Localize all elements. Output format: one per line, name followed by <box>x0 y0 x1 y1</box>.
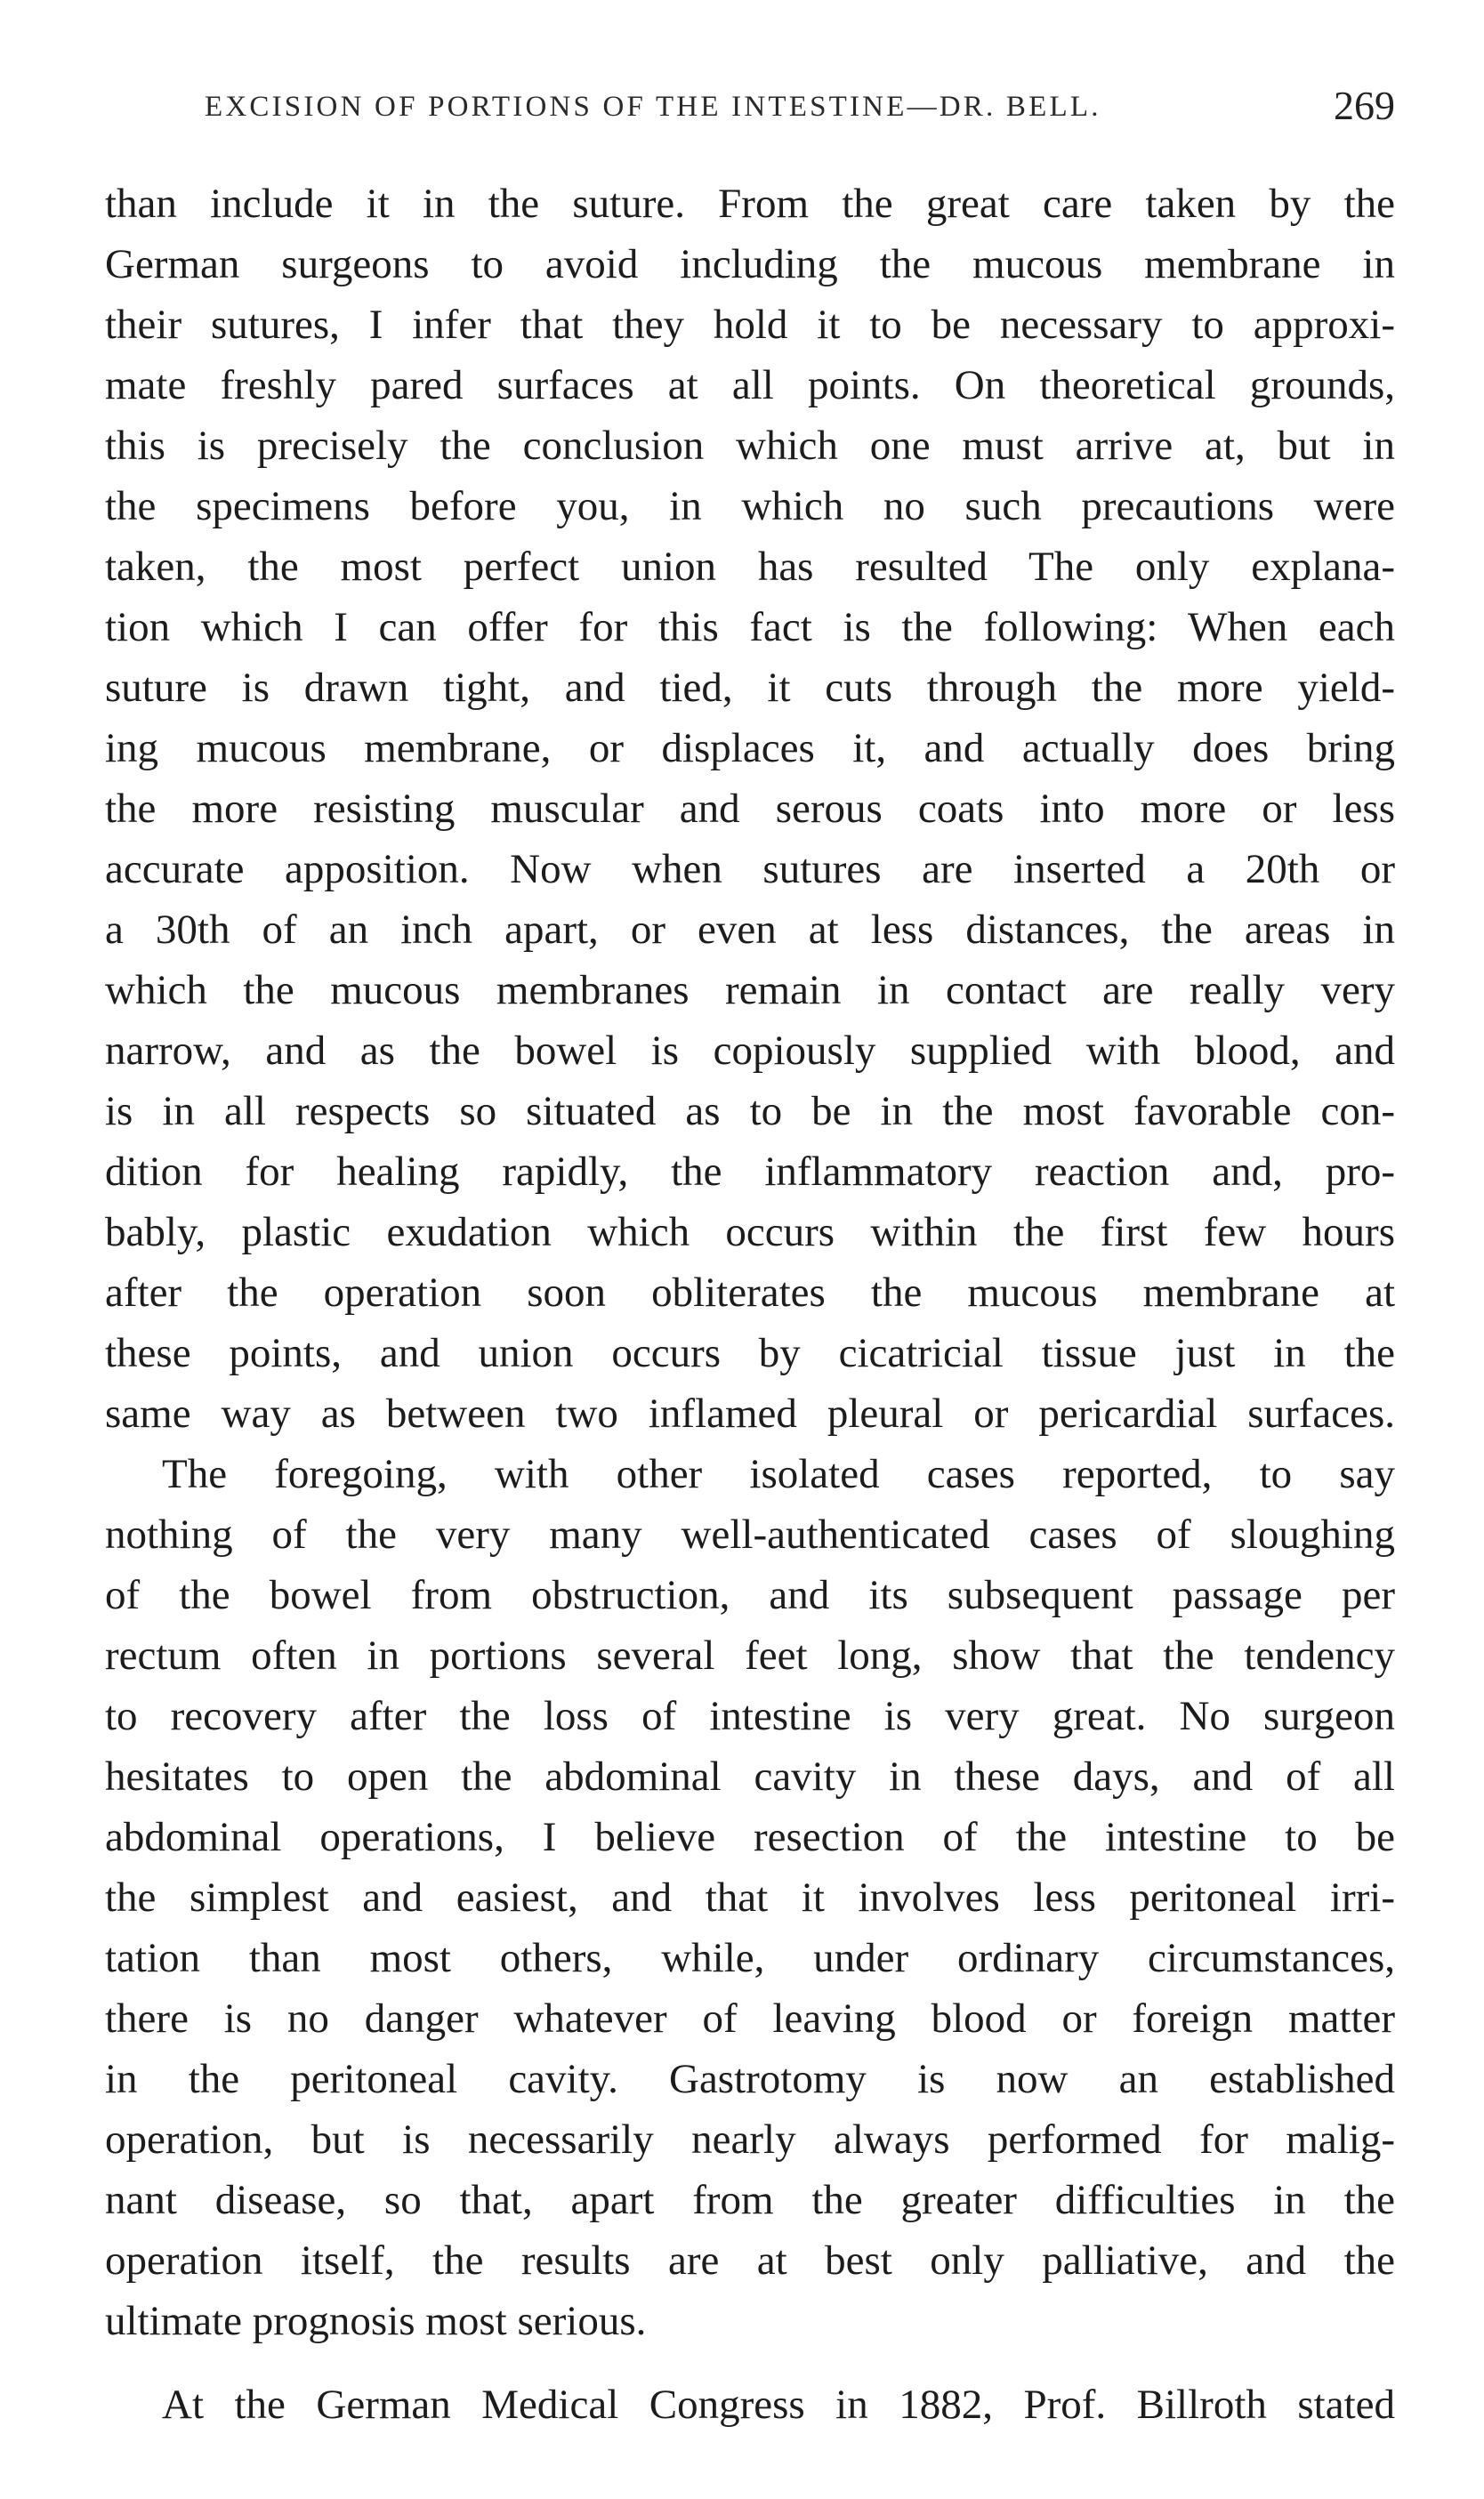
text-line: in the peritoneal cavity. Gastrotomy is now an established <box>105 2056 1395 2102</box>
text-line: which the mucous membranes remain in contact are really very <box>105 967 1395 1013</box>
text-line: bably, plastic exudation which occurs within the first few hours <box>105 1209 1395 1255</box>
text-line: after the operation soon obliterates the mucous membrane at <box>105 1270 1395 1316</box>
text-line: of the bowel from obstruction, and its subsequent passage per <box>105 1572 1395 1618</box>
text-line: the more resisting muscular and serous coats into more or less <box>105 786 1395 832</box>
paragraph-1 <box>105 173 1395 1444</box>
running-title: EXCISION OF PORTIONS OF THE INTESTINE—DR. BELL. <box>205 91 1101 123</box>
text-line: than include it in the suture. From the great care taken by the <box>105 181 1395 227</box>
text-line: their sutures, I infer that they hold it to be necessary to approxi- <box>105 302 1395 348</box>
paragraph-3 <box>105 2374 1395 2435</box>
text-line: rectum often in portions several feet long, show that the tendency <box>105 1632 1395 1679</box>
text-line: nant disease, so that, apart from the greater difficulties in the <box>105 2177 1395 2223</box>
text-line: tion which I can offer for this fact is the following: When each <box>105 604 1395 650</box>
running-head <box>105 82 1395 144</box>
text-line: The foregoing, with other isolated cases reported, to say <box>162 1451 1395 1497</box>
text-line: there is no danger whatever of leaving blood or foreign matter <box>105 1995 1395 2042</box>
text-line: a 30th of an inch apart, or even at less distances, the areas in <box>105 907 1395 953</box>
text-line: same way as between two inflamed pleural or pericardial surfaces. <box>105 1391 1395 1437</box>
text-line: ing mucous membrane, or displaces it, and actually does bring <box>105 725 1395 771</box>
text-line: mate freshly pared surfaces at all points. On theoretical grounds, <box>105 362 1395 408</box>
text-line: operation itself, the results are at best only palliative, and the <box>105 2237 1395 2284</box>
page-number: 269 <box>1334 83 1395 128</box>
text-line: narrow, and as the bowel is copiously supplied with blood, and <box>105 1028 1395 1074</box>
text-line: hesitates to open the abdominal cavity in these days, and of all <box>105 1753 1395 1800</box>
text-line: the simplest and easiest, and that it involves less peritoneal irri- <box>105 1874 1395 1921</box>
text-line: German surgeons to avoid including the mucous membrane in <box>105 241 1395 287</box>
paragraph-2 <box>105 1444 1395 2351</box>
text-line: suture is drawn tight, and tied, it cuts through the more yield- <box>105 665 1395 711</box>
text-line: At the German Medical Congress in 1882, Prof. Billroth stated <box>162 2382 1395 2428</box>
text-line: abdominal operations, I believe resection of the intestine to be <box>105 1814 1395 1860</box>
paragraph-spacer <box>105 2351 1395 2374</box>
text-line: dition for healing rapidly, the inflammatory reaction and, pro- <box>105 1149 1395 1195</box>
body-text <box>105 173 1395 2435</box>
text-line: is in all respects so situated as to be in the most favorable con- <box>105 1088 1395 1134</box>
text-line: to recovery after the loss of intestine is very great. No surgeon <box>105 1693 1395 1739</box>
text-line: the specimens before you, in which no such precautions were <box>105 483 1395 529</box>
text-line: ultimate prognosis most serious. <box>105 2298 647 2344</box>
text-line: these points, and union occurs by cicatricial tissue just in the <box>105 1330 1395 1376</box>
text-line: operation, but is necessarily nearly always performed for malig- <box>105 2116 1395 2163</box>
text-line: nothing of the very many well-authenticated cases of sloughing <box>105 1511 1395 1558</box>
text-line: accurate apposition. Now when sutures are inserted a 20th or <box>105 846 1395 892</box>
text-line: tation than most others, while, under ordinary circumstances, <box>105 1935 1395 1981</box>
text-line: this is precisely the conclusion which one must arrive at, but in <box>105 423 1395 469</box>
text-line: taken, the most perfect union has resulted The only explana- <box>105 544 1395 590</box>
